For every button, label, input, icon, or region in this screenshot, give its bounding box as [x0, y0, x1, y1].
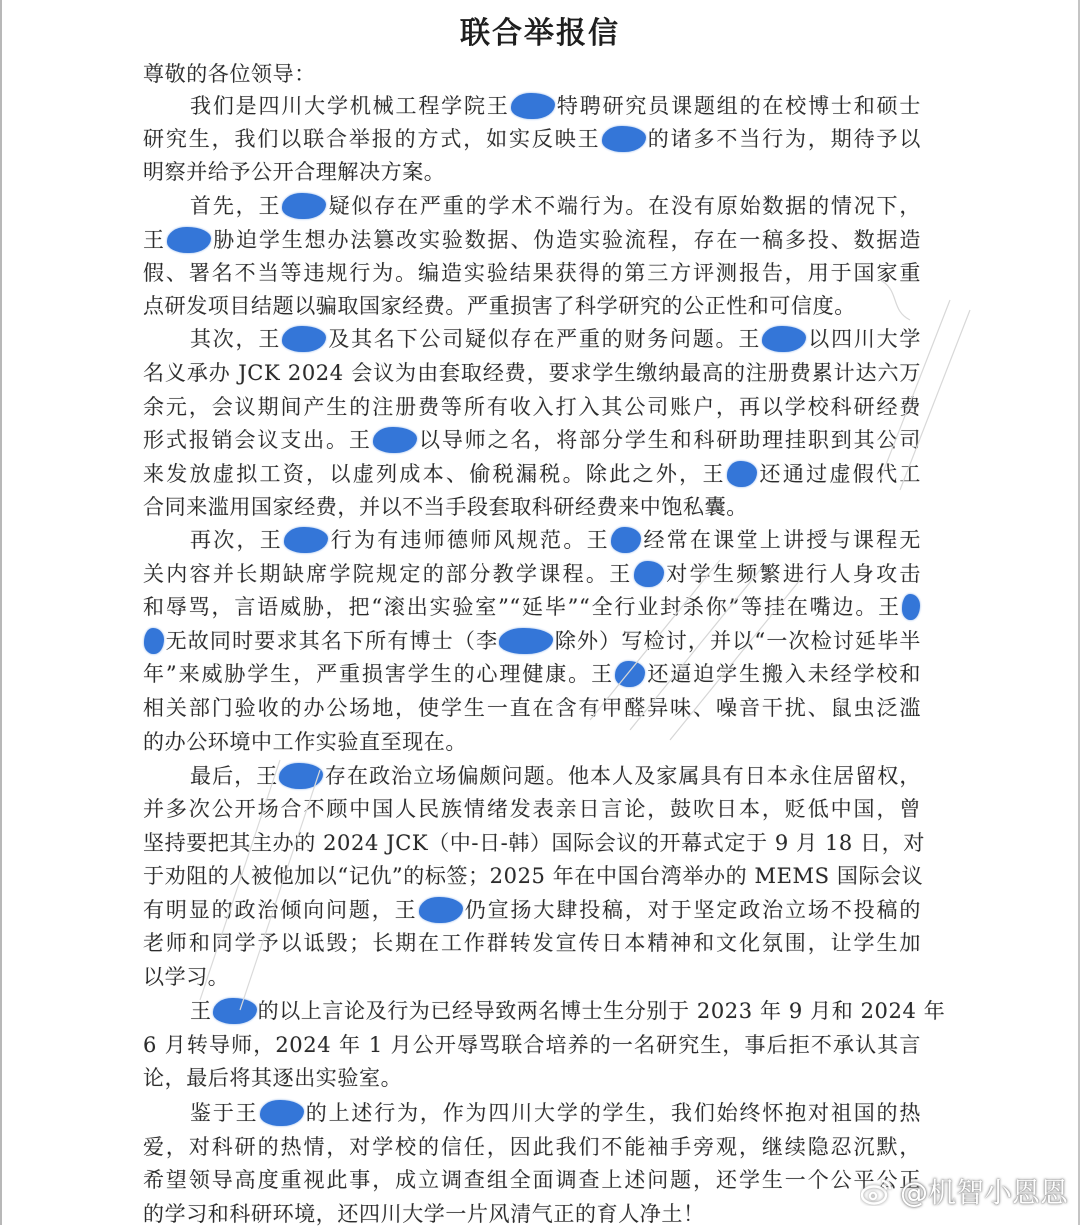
name-redaction-mark: [282, 193, 326, 219]
text-line: 首先，王 疑似存在严重的学术不端行为。在没有原始数据的情况下，: [190, 194, 921, 218]
text-line: 王 胁迫学生想办法篡改实验数据、伪造实验流程，存在一稿多投、数据造: [143, 228, 921, 252]
name-redaction-mark: [373, 427, 417, 453]
text-line: 鉴于王 的上述行为，作为四川大学的学生，我们始终怀抱对祖国的热: [190, 1101, 921, 1125]
text-line: 以学习。: [143, 965, 230, 989]
name-redaction-mark: [634, 561, 664, 587]
weibo-icon: [860, 1176, 894, 1206]
name-redaction-mark: [144, 628, 164, 654]
name-redaction-mark: [611, 527, 641, 553]
text-line: 我们是四川大学机械工程学院王 特聘研究员课题组的在校博士和硕士: [190, 94, 921, 118]
text-line: 的办公环境中工作实验直至现在。: [143, 730, 467, 754]
text-line: 年”来威胁学生，严重损害学生的心理健康。王 还逼迫学生搬入未经学校和: [143, 662, 921, 686]
name-redaction-mark: [279, 763, 323, 789]
name-redaction-mark: [727, 461, 757, 487]
letter-salutation: 尊敬的各位领导：: [143, 62, 316, 86]
text-line: 的学习和科研环境，还四川大学一片风清气正的育人净土！: [143, 1202, 705, 1226]
text-line: 于劝阻的人被他加以“记仇”的标签；2025 年在中国台湾举办的 MEMS 国际会议: [143, 864, 924, 888]
text-line: 有明显的政治倾向问题，王 仍宣扬大肆投稿，对于坚定政治立场不投稿的: [143, 898, 921, 922]
text-line: 合同来滥用国家经费，并以不当手段套取科研经费来中饱私囊。: [143, 495, 748, 519]
name-redaction-mark: [167, 227, 211, 253]
text-line: 假、署名不当等违规行为。编造实验结果获得的第三方评测报告，用于国家重: [143, 261, 921, 285]
text-line: 无故同时要求其名下所有博士（李 除外）写检讨，并以“一次检讨延毕半: [143, 625, 921, 657]
name-redaction-mark: [419, 897, 463, 923]
page-left-edge: [0, 0, 2, 1225]
name-redaction-mark: [511, 93, 555, 119]
name-redaction-mark: [499, 628, 553, 654]
text-line: 关内容并长期缺席学院规定的部分教学课程。王 对学生频繁进行人身攻击: [143, 562, 921, 586]
name-redaction-mark: [615, 661, 645, 687]
text-line: 希望领导高度重视此事，成立调查组全面调查上述问题，还学生一个公平公正: [143, 1168, 921, 1192]
name-redaction-mark: [282, 326, 326, 352]
text-line: 老师和同学予以诋毁；长期在工作群转发宣传日本精神和文化氛围，让学生加: [143, 931, 921, 955]
text-line: 再次，王 行为有违师德师风规范。王 经常在课堂上讲授与课程无: [190, 528, 921, 552]
text-line: 相关部门验收的办公场地，使学生一直在含有甲醛异味、噪音干扰、鼠虫泛滥: [143, 696, 921, 720]
text-line: 来发放虚拟工资，以虚列成本、偷税漏税。除此之外，王 还通过虚假代工: [143, 462, 921, 486]
text-line: 余元，会议期间产生的注册费等所有收入打入其公司账户，再以学校科研经费: [143, 395, 921, 419]
text-line: 其次，王 及其名下公司疑似存在严重的财务问题。王 以四川大学: [190, 327, 922, 351]
text-line: 爱，对科研的热情，对学校的信任，因此我们不能袖手旁观，继续隐忍沉默，: [143, 1135, 921, 1159]
text-line: 论，最后将其逐出实验室。: [143, 1066, 403, 1090]
name-redaction-mark: [902, 594, 920, 620]
name-redaction-mark: [284, 527, 328, 553]
text-line: 并多次公开场合不顾中国人民族情绪发表亲日言论，鼓吹日本，贬低中国，曾: [143, 797, 921, 821]
name-redaction-mark: [602, 126, 646, 152]
text-line: 名义承办 JCK 2024 会议为由套取经费，要求学生缴纳最高的注册费累计达六万: [143, 361, 921, 385]
name-redaction-mark: [260, 1100, 304, 1126]
watermark-handle: @机智小恩恩: [899, 1176, 1068, 1209]
text-line: 6 月转导师，2024 年 1 月公开辱骂联合培养的一名研究生，事后拒不承认其言: [143, 1033, 921, 1057]
text-line: 明察并给予公开合理解决方案。: [143, 160, 446, 184]
text-line: 形式报销会议支出。王 以导师之名，将部分学生和科研助理挂职到其公司: [143, 428, 921, 452]
text-line: 坚持要把其主办的 2024 JCK（中-日-韩）国际会议的开幕式定于 9 月 18 日，对: [143, 831, 925, 855]
text-line: 最后，王 存在政治立场偏颇问题。他本人及家属具有日本永住居留权，: [190, 764, 921, 788]
name-redaction-mark: [213, 998, 257, 1024]
text-line: 和辱骂，言语威胁，把“滚出实验室”“延毕”“全行业封杀你”等挂在嘴边。王: [143, 591, 921, 623]
weibo-watermark: [860, 1171, 1068, 1211]
text-line: 王 的以上言论及行为已经导致两名博士生分别于 2023 年 9 月和 2024 年: [190, 999, 946, 1023]
text-line: 点研发项目结题以骗取国家经费。严重损害了科学研究的公正性和可信度。: [143, 294, 856, 318]
letter-title: 联合举报信: [460, 16, 620, 51]
name-redaction-mark: [762, 326, 806, 352]
text-line: 研究生，我们以联合举报的方式，如实反映王 的诸多不当行为，期待予以: [143, 127, 921, 151]
